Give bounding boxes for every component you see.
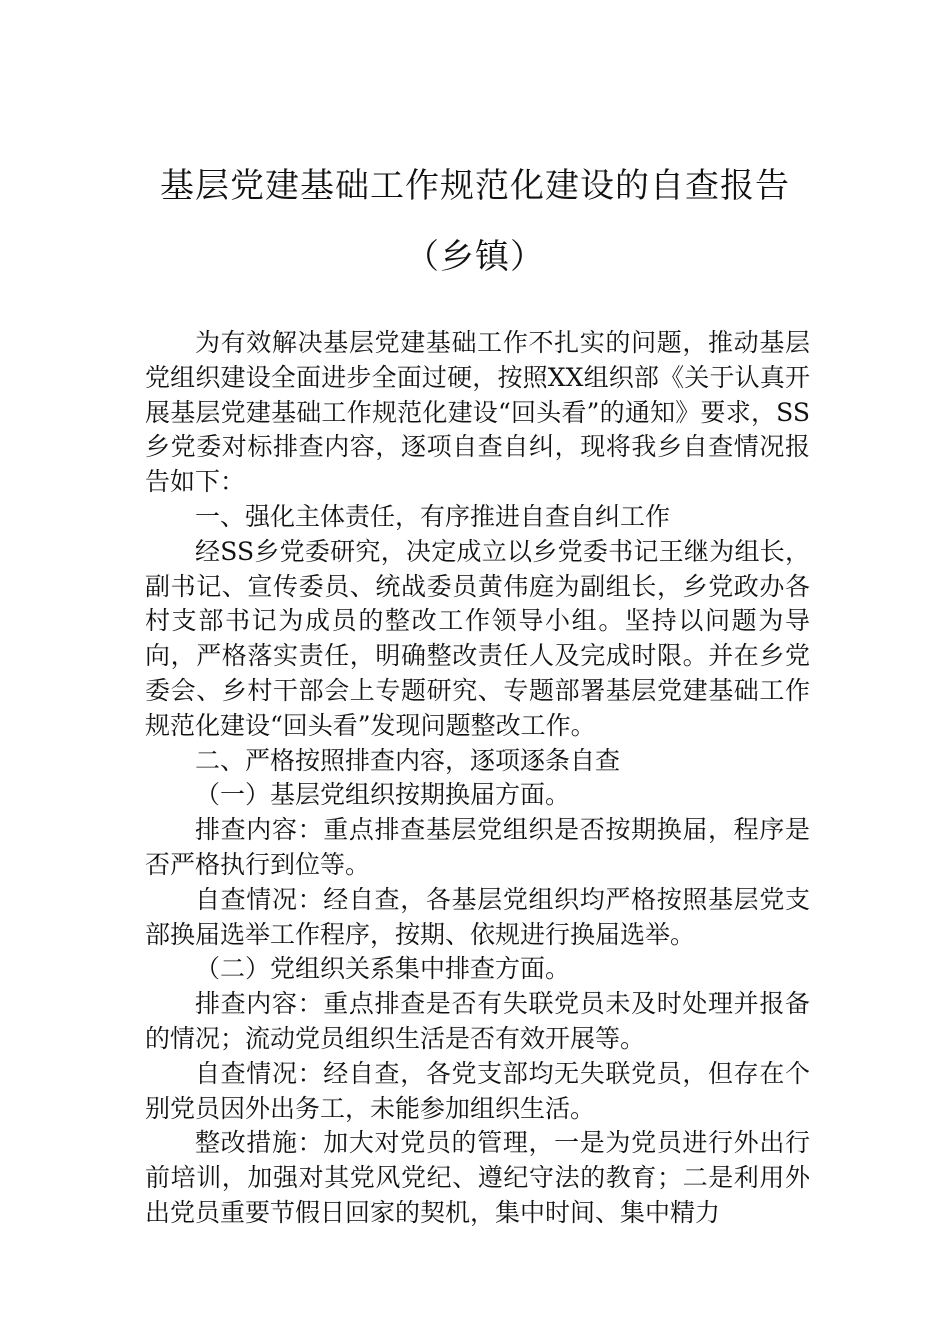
paragraph-check-content-2: 排查内容：重点排查是否有失联党员未及时处理并报备的情况；流动党员组织生活是否有效开展等。 [145, 989, 810, 1053]
paragraph-self-check-2: 自查情况：经自查，各党支部均无失联党员，但存在个别党员因外出务工，未能参加组织生活。 [145, 1058, 810, 1123]
document-title: 基层党建基础工作规范化建设的自查报告 [160, 166, 790, 206]
document-body [145, 326, 810, 1231]
paragraph-self-check-1: 自查情况：经自查，各基层党组织均严格按照基层党支部换届选举工作程序，按期、依规进行换届选举。 [145, 884, 810, 949]
paragraph-intro: 为有效解决基层党建基础工作不扎实的问题，推动基层党组织建设全面进步全面过硬，按照XX组织部《关于认真开展基层党建基础工作规范化建设“回头看”的通知》要求，SS乡党委对标排查内容，逐项自查自纠，现将我乡自查情况报告如下： [145, 328, 810, 497]
section-heading-1: 一、强化主体责任，有序推进自查自纠工作 [195, 501, 671, 531]
subsection-heading-2: （二）党组织关系集中排查方面。 [195, 954, 571, 984]
paragraph-section-1: 经SS乡党委研究，决定成立以乡党委书记王继为组长，副书记、宣传委员、统战委员黄伟庭为副组长，乡党政办各村支部书记为成员的整改工作领导小组。坚持以问题为导向，严格落实责任，明确整改责任人及完成时限。并在乡党委会、乡村干部会上专题研究、专题部署基层党建基础工作规范化建设“回头看”发现问题整改工作。 [145, 536, 810, 740]
paragraph-rectification: 整改措施：加大对党员的管理，一是为党员进行外出行前培训，加强对其党风党纪、遵纪守法的教育；二是利用外出党员重要节假日回家的契机，集中时间、集中精力 [145, 1128, 810, 1227]
document-subtitle: （乡镇） [405, 237, 545, 277]
subsection-heading-1: （一）基层党组织按期换届方面。 [195, 780, 571, 810]
section-heading-2: 二、严格按照排查内容，逐项逐条自查 [195, 745, 621, 775]
paragraph-check-content-1: 排查内容：重点排查基层党组织是否按期换届，程序是否严格执行到位等。 [145, 815, 810, 879]
